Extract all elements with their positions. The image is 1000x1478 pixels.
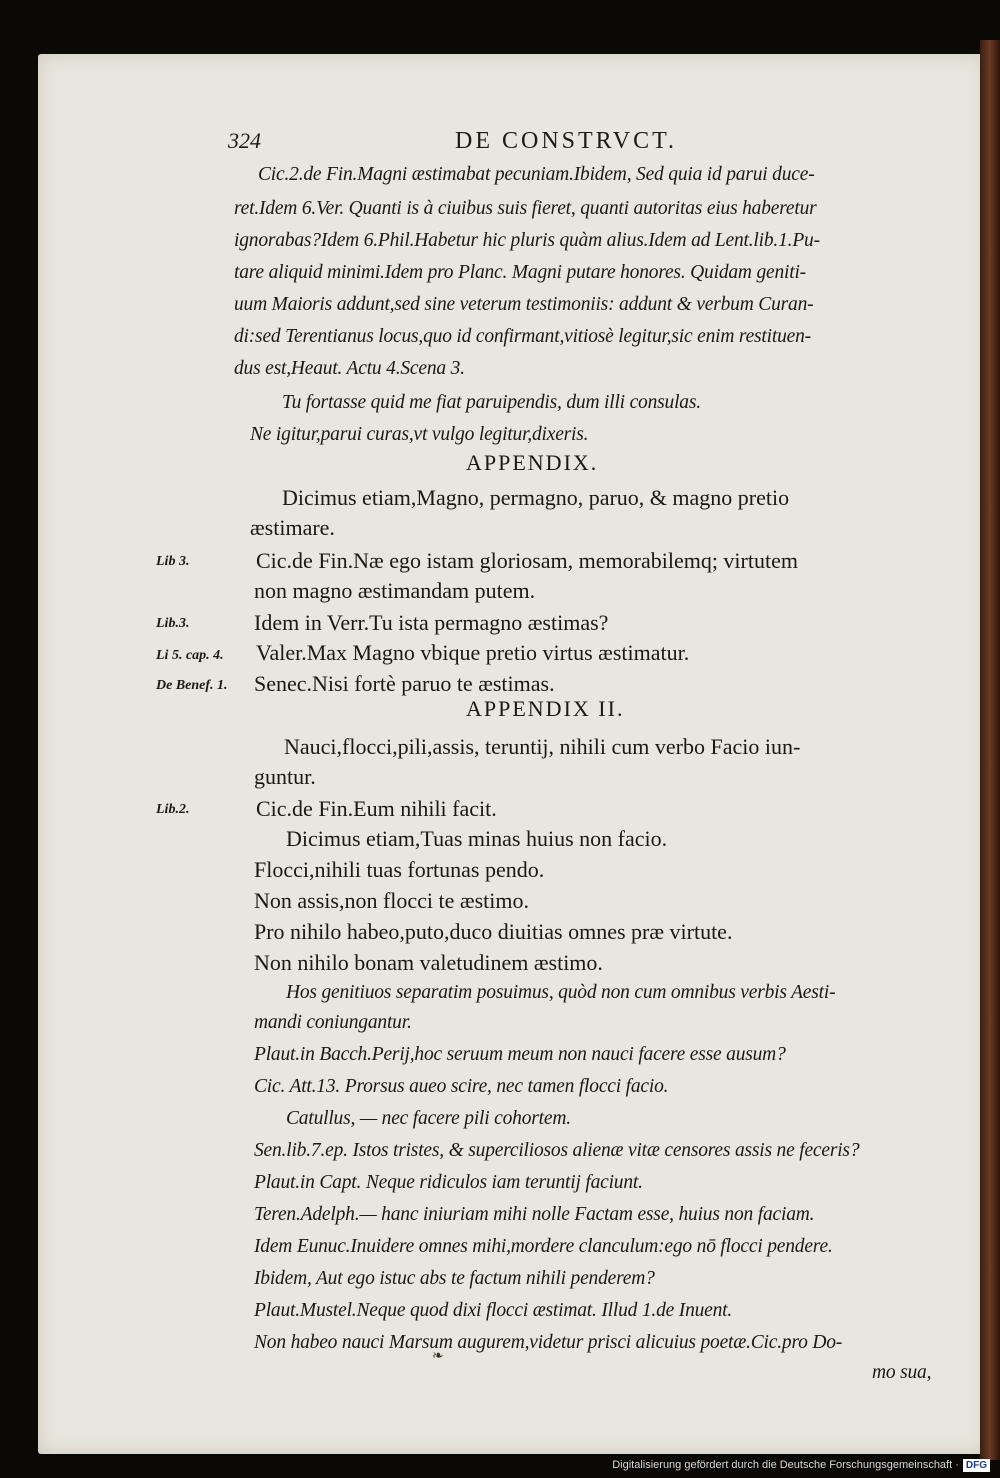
margin-note: Lib.2. [156, 802, 190, 817]
text-line: Flocci,nihili tuas fortunas pendo. [254, 857, 545, 882]
section-heading: APPENDIX II. [466, 696, 625, 721]
text-line: mandi coniungantur. [254, 1012, 412, 1033]
text-line: Tu fortasse quid me fiat paruipendis, dum illi consulas. [282, 392, 701, 413]
text-line: Idem Eunuc.Inuidere omnes mihi,mordere clanculum:ego nō flocci pendere. [254, 1236, 833, 1257]
text-line: Cic.de Fin.Eum nihili facit. [256, 796, 497, 821]
text-line: tare aliquid minimi.Idem pro Planc. Magni putare honores. Quidam geniti- [234, 262, 806, 283]
margin-note: Li 5. cap. 4. [156, 648, 224, 663]
text-line: Cic.de Fin.Næ ego istam gloriosam, memorabilemq; virtutem [256, 548, 798, 573]
ornament-icon: ❧ [432, 1349, 444, 1364]
text-line: Catullus, — nec facere pili cohortem. [286, 1108, 571, 1129]
text-line: mo sua, [872, 1362, 932, 1383]
text-line: æstimare. [250, 515, 335, 540]
text-line: Sen.lib.7.ep. Istos tristes, & superciliosos alienæ vitæ censores assis ne feceris? [254, 1140, 860, 1161]
text-line: ignorabas?Idem 6.Phil.Habetur hic pluris quàm alius.Idem ad Lent.lib.1.Pu- [234, 230, 820, 251]
text-line: Plaut.in Bacch.Perij,hoc seruum meum non nauci facere esse ausum? [254, 1044, 786, 1065]
page-number: 324 [228, 128, 261, 153]
text-line: Valer.Max Magno vbique pretio virtus æstimatur. [256, 640, 690, 665]
text-line: Ibidem, Aut ego istuc abs te factum nihili penderem? [254, 1268, 655, 1289]
text-line: Cic. Att.13. Prorsus aueo scire, nec tamen flocci facio. [254, 1076, 669, 1097]
digitization-footer [612, 1456, 990, 1474]
text-line: Plaut.in Capt. Neque ridiculos iam teruntij faciunt. [254, 1172, 643, 1193]
margin-note: Lib.3. [156, 616, 190, 631]
text-line: Ne igitur,parui curas,vt vulgo legitur,dixeris. [250, 424, 589, 445]
text-line: ret.Idem 6.Ver. Quanti is à ciuibus suis fieret, quanti autoritas eius haberetur [234, 198, 817, 219]
text-line: Non nihilo bonam valetudinem æstimo. [254, 950, 603, 975]
margin-note: Lib 3. [156, 554, 190, 569]
text-line: di:sed Terentianus locus,quo id confirmant,vitiosè legitur,sic enim restituen- [234, 326, 811, 347]
text-line: uum Maioris addunt,sed sine veterum testimoniis: addunt & verbum Curan- [234, 294, 814, 315]
text-line: Non assis,non flocci te æstimo. [254, 888, 529, 913]
book-spine [980, 40, 1000, 1460]
text-line: Non habeo nauci Marsum augurem,videtur prisci alicuius poetæ.Cic.pro Do- [254, 1332, 843, 1353]
dfg-logo: DFG [963, 1459, 990, 1472]
text-line: Hos genitiuos separatim posuimus, quòd non cum omnibus verbis Aesti- [286, 982, 836, 1003]
text-line: Cic.2.de Fin.Magni æstimabat pecuniam.Ibidem, Sed quia id parui duce- [258, 164, 815, 185]
text-line: Senec.Nisi fortè paruo te æstimas. [254, 671, 555, 696]
text-line: Nauci,flocci,pili,assis, teruntij, nihili cum verbo Facio iun- [284, 734, 801, 759]
section-heading: APPENDIX. [466, 450, 599, 475]
text-line: Dicimus etiam,Tuas minas huius non facio. [286, 826, 668, 851]
margin-note: De Benef. 1. [156, 678, 228, 693]
footer-text: Digitalisierung gefördert durch die Deutsche Forschungsgemeinschaft · [612, 1459, 959, 1471]
text-line: Dicimus etiam,Magno, permagno, paruo, & magno pretio [282, 485, 790, 510]
text-line: non magno æstimandam putem. [254, 578, 536, 603]
running-title: DE CONSTRVCT. [455, 128, 677, 154]
text-line: Teren.Adelph.— hanc iniuriam mihi nolle Factam esse, huius non faciam. [254, 1204, 815, 1225]
text-line: dus est,Heaut. Actu 4.Scena 3. [234, 358, 465, 379]
text-line: guntur. [254, 764, 316, 789]
text-line: Idem in Verr.Tu ista permagno æstimas? [254, 610, 609, 635]
text-line: Plaut.Mustel.Neque quod dixi flocci æstimat. Illud 1.de Inuent. [254, 1300, 733, 1321]
page-header [228, 128, 938, 162]
text-line: Pro nihilo habeo,puto,duco diuitias omnes præ virtute. [254, 919, 733, 944]
